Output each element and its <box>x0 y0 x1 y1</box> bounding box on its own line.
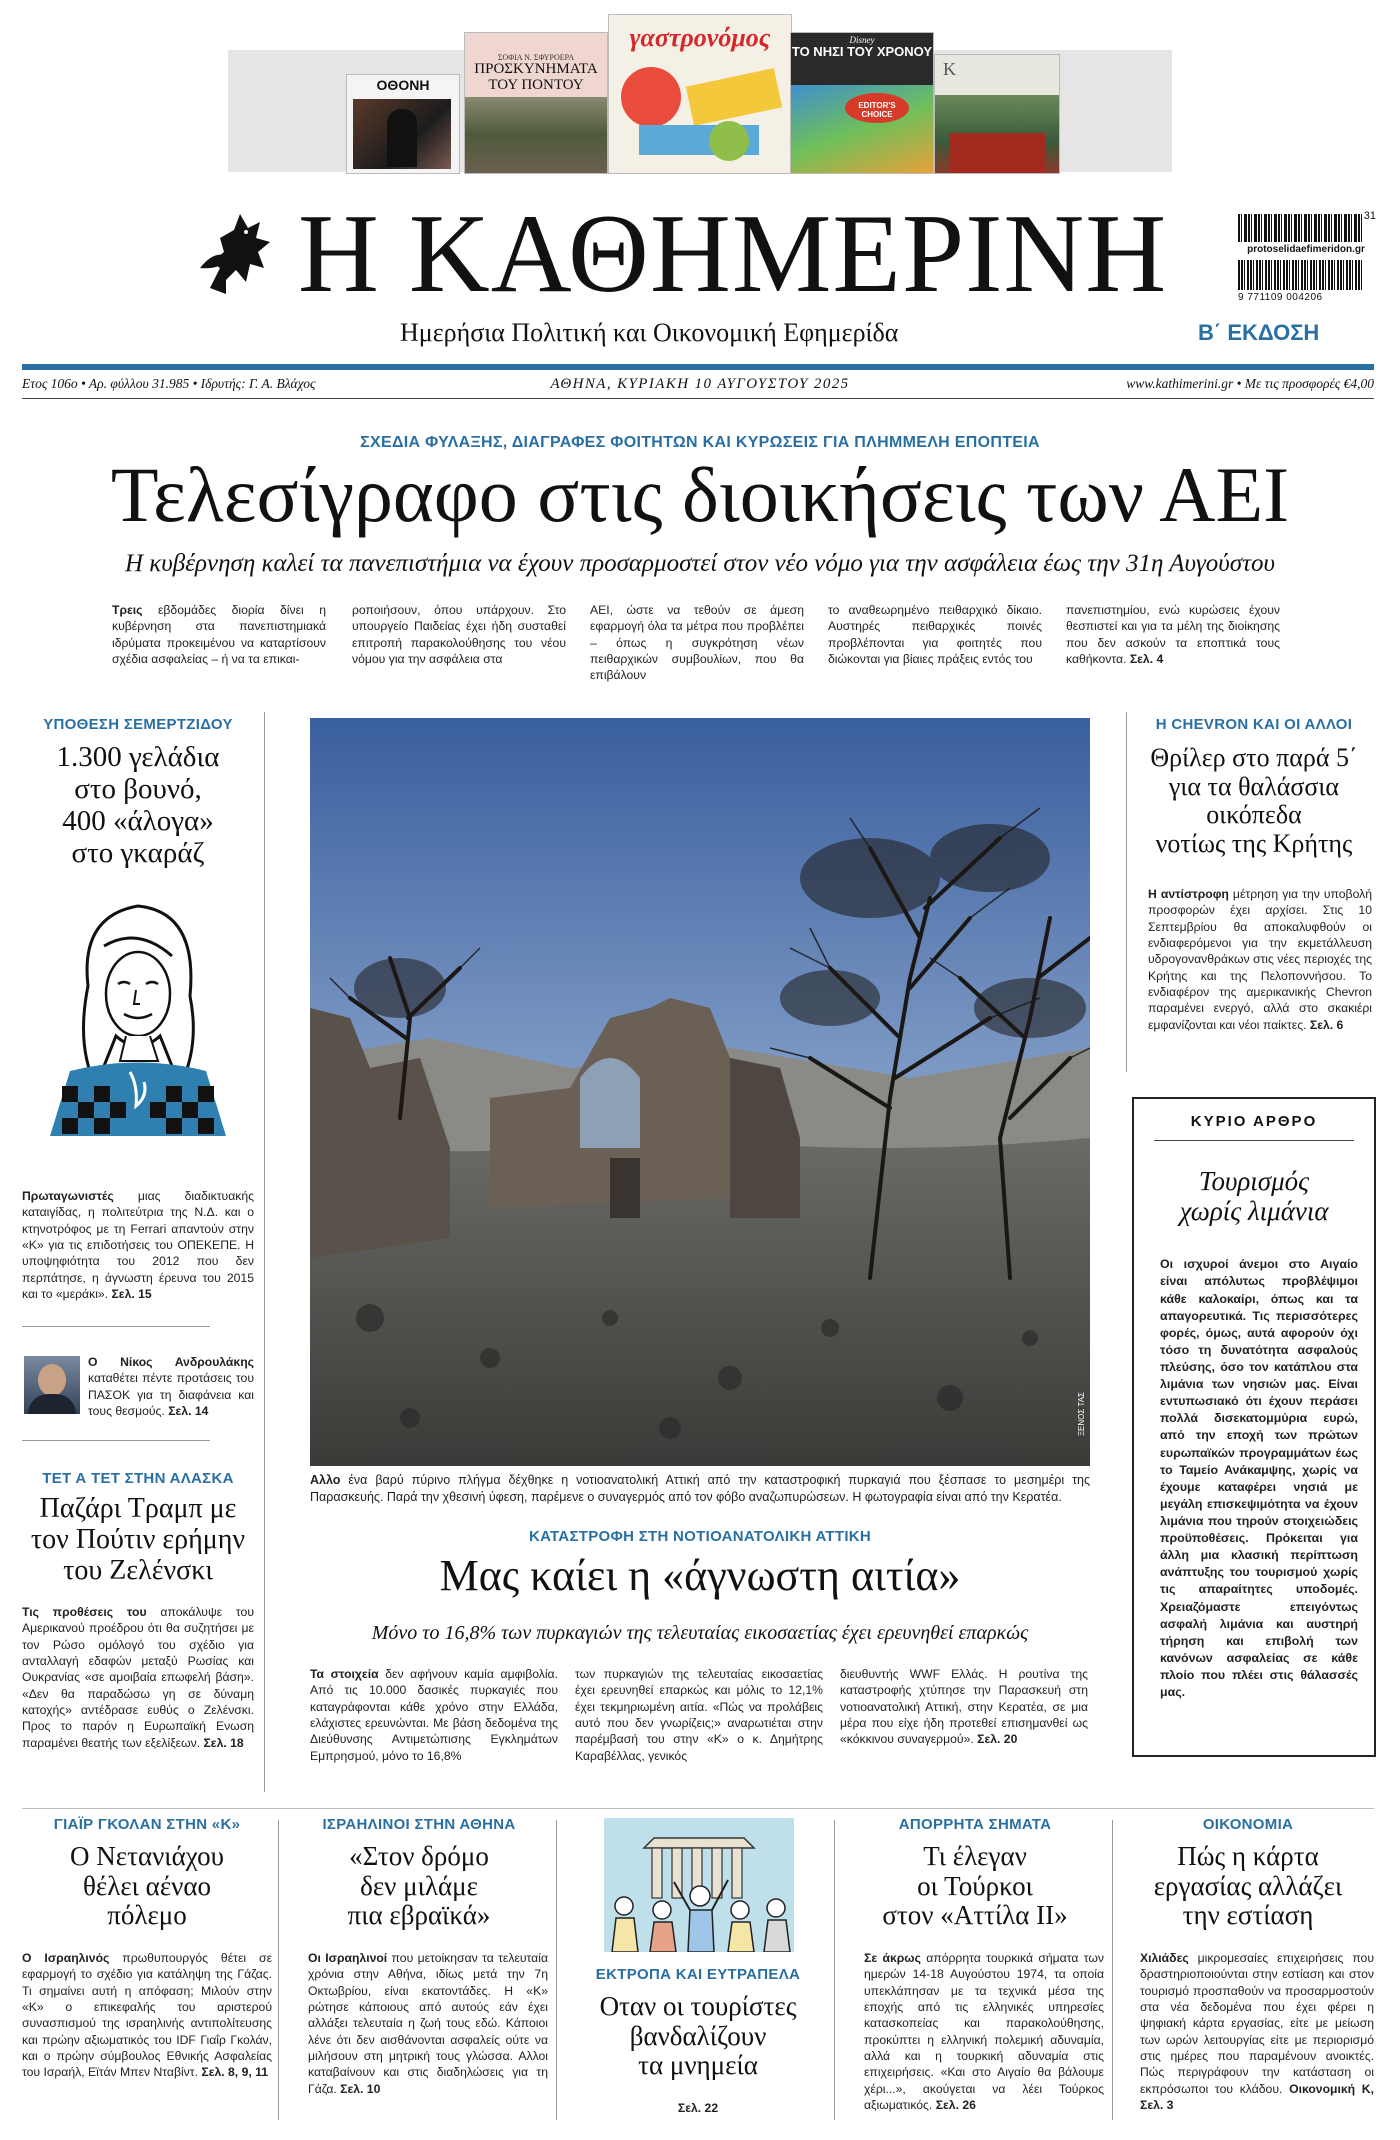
lead-lead-in: Τρεις <box>112 603 143 617</box>
bottom3-page-ref[interactable]: Σελ. 22 <box>677 2101 719 2115</box>
androulakis-photo <box>24 1356 80 1414</box>
bottom2-kicker: ΙΣΡΑΗΛΙΝΟΙ ΣΤΗΝ ΑΘΗΝΑ <box>322 1816 516 1833</box>
masthead-rule <box>22 364 1374 370</box>
feature-headline[interactable]: Μας καίει η «άγνωστη αιτία» <box>439 1551 961 1600</box>
bottom5-page-ref[interactable]: Σελ. 3 <box>1140 2098 1174 2113</box>
left2-body: Ο Νίκος Ανδρουλάκης καταθέτει πέντε προτάσεις του ΠΑΣΟΚ για τη διαφάνεια και τους θεσμούς. Σελ. 14 <box>88 1355 254 1419</box>
bottom4-headline[interactable]: Τι έλεγαν οι Τούρκοι στον «Αττίλα ΙΙ» <box>882 1841 1068 1931</box>
left3-headline[interactable]: Παζάρι Τραμπ με τον Πούτιν ερήμην του Ζελένσκι <box>30 1493 246 1586</box>
dateline-left: Ετος 106ο • Αρ. φύλλου 31.985 • Ιδρυτής: Γ. Α. Βλάχος <box>22 376 316 391</box>
left1-headline[interactable]: 1.300 γελάδια στο βουνό, 400 «άλογα» στο γκαράζ <box>56 741 220 869</box>
left2-page-ref[interactable]: Σελ. 14 <box>168 1404 209 1419</box>
promo-cover-title: γαστρονόμος <box>629 23 771 52</box>
left3-kicker: ΤΕΤ Α ΤΕΤ ΣΤΗΝ ΑΛΑΣΚΑ <box>42 1470 234 1487</box>
editorial-box <box>1132 1097 1376 1757</box>
feature-body-col-1: Τα στοιχεία δεν αφήνουν καμία αμφιβολία. Από τις 10.000 δασικές πυρκαγιές που καταγράφονται κάθε χρόνο στην Ελλάδα, ελάχιστες ερευνώνται. Με βάση δεδομένα της Διεύθυνσης Αντιμετώπισης Εγκλημάτων Εμπρησμού, μόνο το 16,8% <box>310 1667 558 1763</box>
bottom2-headline[interactable]: «Στον δρόμο δεν μιλάμε πια εβραϊκά» <box>347 1841 491 1931</box>
lead-body-col-3: ΑΕΙ, ώστε να τεθούν σε άμεση εφαρμογή όλα τα μέτρα που προβλέπει – όπως η συγκρότηση νέων πειθαρχικών συμβουλίων, που θα επιβάλουν <box>590 603 804 683</box>
wildfire-photo <box>310 718 1090 1466</box>
masthead-title[interactable]: Η ΚΑΘΗΜΕΡΙΝΗ <box>298 192 1168 316</box>
feature-subheadline: Μόνο το 16,8% των πυρκαγιών της τελευταίας εικοσαετίας έχει ερευνηθεί επαρκώς <box>371 1622 1029 1644</box>
feature-body-col-2: των πυρκαγιών της τελευταίας εικοσαετίας έχει ερευνηθεί επαρκώς και μόλις το 12,1% έχει τεκμηριωμένη αιτία. «Πώς να προλάβεις αυτό που δεν γνωρίζεις;» αναρωτιέται στην παρέμβασή του στην «Κ» ο κ. Δημήτρης Καραβέλλας, γενικός <box>575 1667 823 1763</box>
lead-body-col-1: Τρεις εβδομάδες διορία δίνει η κυβέρνηση στα πανεπιστημιακά ιδρύματα προκειμένου να καταρτίσουν σχέδια ασφαλείας – ή να τα επικαι- <box>112 603 326 667</box>
bottom5-author: Οικονομική Κ, <box>1289 2081 1374 2096</box>
promo-cover-brand: Disney <box>849 35 875 45</box>
right1-body: Η αντίστροφη μέτρηση για την υποβολή προσφορών έχει αρχίσει. Στις 10 Σεπτεμβρίου θα αποκαλυφθούν οι ενδιαφερόμενοι για την εκμετάλλευση υδρογονανθράκων στις νέες περιοχές της Κρήτης και της Πελοποννήσου. Το ενδιαφέρον της αμερικανικής Chevron παραμένει ενεργό, αλλά στο σκακιέρι εμφανίζονται και νέοι παίκτες. Σελ. 6 <box>1148 887 1372 1032</box>
bottom3-kicker: ΕΚΤΡΟΠΑ ΚΑΙ ΕΥΤΡΑΠΕΛΑ <box>595 1966 801 1983</box>
promo-cover-author: ΣΟΦΙΑ Ν. ΣΦΥΡΟΕΡΑ <box>497 53 575 62</box>
promo-strip <box>228 23 1172 172</box>
barcode-number: 9 771109 004206 <box>1238 292 1323 303</box>
bottom5-body: Χιλιάδες μικρομεσαίες επιχειρήσεις που δραστηριοποιούνται στην εστίαση και στον τουρισμό προσπαθούν να προσαρμοστούν στα νέα δεδομένα που έχει φέρει η ψηφιακή κάρτα εργασίας, είτε με μείωση των ωρών λειτουργίας είτε με περιορισμό στις ημέρες που παραμένουν ανοικτές. Πώς περιγράφουν την κατάσταση οι εκπρόσωποι του κλάδου. Οικονομική Κ, Σελ. 3 <box>1140 1951 1374 2113</box>
editorial-body: Οι ισχυροί άνεμοι στο Αιγαίο είναι απόλυτως προβλέψιμοι κάθε καλοκαίρι, όπως και τα απαγορευτικά. Τις περισσότερες φορές, όμως, αυτά αφορούν όχι τόσο τη δυνατότητα ασφαλούς πλεύσης, όσο τον κατάπλου στα λιμάνια των νησιών μας. Είναι εντυπωσιακό ότι έχουν περάσει πολλά δισεκατομμύρια ευρώ, από την εποχή των πρώτων ευρωπαϊκών προγραμμάτων έως το Ταμείο Ανάκαμψης, χωρίς να έχουμε καταφέρει νησιά με μεγάλη επισκεψιμότητα να έχουν λιμάνια που τηρούν στοιχειώδεις προϋποθέσεις. Πρόκειται για άλλη μια κλασική περίπτωση ανάπτυξης του τουρισμού χωρίς τις απαραίτητες υποδομές. Χρειαζόμαστε επειγόντως ασφαλή λιμάνια και αυστηρή τήρηση και επιβολή των κανόνων ασφαλείας σε κάθε πλοίο που πλέει στις θάλασσές μας. <box>1160 1257 1358 1700</box>
edition-label: Β΄ ΕΚΔΟΣΗ <box>1198 320 1320 345</box>
editorial-kicker: ΚΥΡΙΟ ΑΡΘΡΟ <box>1190 1113 1318 1130</box>
promo-cover-othoni[interactable] <box>346 74 460 174</box>
bottom1-body: Ο Ισραηλινός πρωθυπουργός θέτει σε εφαρμογή το σχέδιο για κατάληψη της Γάζας. Τι σημαίνει αυτή η απόφαση; Μιλούν στην «Κ» ο επικεφαλής του αριστερού συνασπισμού της ισραηλινής αντιπολίτευσης και πρώην αξιωματικός του IDF Γιαΐρ Γκολάν, και ο πρώην σύμβουλος Εθνικής Ασφαλείας του Ισραήλ, Εϊτάν Μπεν Νταβίντ. Σελ. 8, 9, 11 <box>22 1951 272 2080</box>
dateline-center: ΑΘΗΝΑ, ΚΥΡΙΑΚΗ 10 ΑΥΓΟΥΣΤΟΥ 2025 <box>550 376 850 392</box>
promo-cover-comic[interactable] <box>790 32 934 174</box>
photo-caption: Αλλο ένα βαρύ πύρινο πλήγμα δέχθηκε η νοτιοανατολική Αττική από την καταστροφική πυρκαγιά που ξέσπασε το μεσημέρι της Παρασκευής. Παρά την χθεσινή ύφεση, παρέμενε ο συναγερμός από τον φόβο αναζωπυρώσεων. Η φωτογραφία είναι από την Κερατέα. <box>310 1473 1090 1504</box>
bottom4-body: Σε άκρως απόρρητα τουρκικά σήματα των ημερών 14-18 Αυγούστου 1974, τα οποία υπεκλάπησαν με τα τεχνικά μέσα της εποχής από τις ελληνικές υπηρεσίες κατασκοπείας και παρακολούθησης, προκύπτει η ελληνική πολεμική αδυναμία, αλλά και η τουρκική αδυναμία στις επιχειρήσεις. «Και στο Αιγαίο θα βάλουμε χέρι...», ακούγεται να λέει Τούρκος αξιωματικός. Σελ. 26 <box>864 1951 1104 2113</box>
dateline-rule <box>22 398 1374 399</box>
bottom5-kicker: ΟΙΚΟΝΟΜΙΑ <box>1202 1816 1294 1833</box>
feature-body-col-3: διευθυντής WWF Ελλάς. Η ρουτίνα της καταστροφής χτύπησε την Παρασκευή στη νοτιοανατολική Αττική, στην Κερατέα, σε μια μέρα που είχε ήδη προτεθεί επισημανθεί ως «κόκκινου συναγερμού». Σελ. 20 <box>840 1667 1088 1747</box>
lead-body-col-4: το αναθεωρημένο πειθαρχικό δίκαιο. Αυστηρές πειθαρχικές ποινές προβλέπονται για φοιτητές που διώκονται για βίαιες πράξεις εντός του <box>828 603 1042 667</box>
barcode <box>1238 210 1376 306</box>
promo-cover-title: ΤΟ ΝΗΣΙ ΤΟΥ ΧΡΟΝΟΥ <box>791 44 933 59</box>
left1-page-ref[interactable]: Σελ. 15 <box>111 1287 152 1302</box>
left3-body: Τις προθέσεις του αποκάλυψε του Αμερικανού προέδρου ότι θα συζητήσει με τον Ρώσο ομόλογό του σχέδιο για ανταλλαγή εδαφών μεταξύ Ρωσίας και Ουκρανίας «σε αμοιβαία επωφελή βάση». «Δεν θα παραδώσω γη σε δύναμη κατοχής» αντέδρασε ευθύς ο Ζελένσκι. Προς το παρόν η Ευρωπαϊκή Ενωση παραμένει θεατής των εξελίξεων. Σελ. 18 <box>22 1605 255 1750</box>
left1-kicker: ΥΠΟΘΕΣΗ ΣΕΜΕΡΤΖΙΔΟΥ <box>43 716 233 733</box>
bottom5-headline[interactable]: Πώς η κάρτα εργασίας αλλάζει την εστίαση <box>1153 1841 1343 1931</box>
tourists-illustration <box>604 1818 794 1952</box>
masthead-subtitle: Ημερήσια Πολιτική και Οικονομική Εφημερίδα <box>400 318 899 347</box>
feature-page-ref[interactable]: Σελ. 20 <box>977 1732 1018 1747</box>
right1-page-ref[interactable]: Σελ. 6 <box>1309 1017 1344 1032</box>
bottom4-kicker: ΑΠΟΡΡΗΤΑ ΣΗΜΑΤΑ <box>898 1816 1052 1833</box>
promo-cover-badge: EDITOR'S CHOICE <box>845 93 909 123</box>
bottom1-page-ref[interactable]: Σελ. 8, 9, 11 <box>201 2065 269 2080</box>
lead-page-ref[interactable]: Σελ. 4 <box>1129 652 1164 667</box>
bottom1-headline[interactable]: Ο Νετανιάχου θέλει αέναο πόλεμο <box>70 1841 224 1931</box>
dateline-right[interactable]: www.kathimerini.gr • Με τις προσφορές €4,00 <box>1126 376 1374 391</box>
lead-subheadline: Η κυβέρνηση καλεί τα πανεπιστήμια να έχουν προσαρμοστεί στον νέο νόμο για την ασφάλεια έως την 31η Αυγούστου <box>124 550 1276 577</box>
left1-body: Πρωταγωνιστές μιας διαδικτυακής καταιγίδας, η πολιτεύτρια της Ν.Δ. και ο κτηνοτρόφος με τη Ferrari απαντούν στην «Κ» για τις επιδοτήσεις του ΟΠΕΚΕΠΕ. Η υποψηφιότητα του 2012 που δεν περπάτησε, η άγνωστη έρευνα του 2015 και το «μεράκι». Σελ. 15 <box>22 1189 254 1302</box>
right1-headline[interactable]: Θρίλερ στο παρά 5΄ για τα θαλάσσια οικόπεδα νοτίως της Κρήτης <box>1150 743 1358 858</box>
lead-kicker: ΣΧΕΔΙΑ ΦΥΛΑΞΗΣ, ΔΙΑΓΡΑΦΕΣ ΦΟΙΤΗΤΩΝ ΚΑΙ ΚΥΡΩΣΕΙΣ ΓΙΑ ΠΛΗΜΜΕΛΗ ΕΠΟΠΤΕΙΑ <box>360 434 1040 451</box>
barcode-issue: 31 <box>1363 210 1376 222</box>
promo-cover-title: ΠΡΟΣΚΥΝΗΜΑΤΑ ΤΟΥ ΠΟΝΤΟΥ <box>474 61 598 93</box>
bottom3-headline[interactable]: Οταν οι τουρίστες βανδαλίζουν τα μνημεία <box>599 1991 797 2081</box>
bottom4-page-ref[interactable]: Σελ. 26 <box>935 2098 976 2113</box>
lead-body-col-5: πανεπιστημίου, ενώ κυρώσεις έχουν θεσπιστεί και για τα μέλη της διοίκησης που δεν ασκούν τα εποπτικά τους καθήκοντα. Σελ. 4 <box>1066 603 1280 667</box>
promo-cover-k[interactable] <box>934 54 1060 174</box>
editorial-headline[interactable]: Τουρισμός χωρίς λιμάνια <box>1179 1166 1329 1226</box>
left3-page-ref[interactable]: Σελ. 18 <box>203 1735 244 1750</box>
right1-kicker: Η CHEVRON ΚΑΙ ΟΙ ΑΛΛΟΙ <box>1155 716 1353 733</box>
griffin-logo-icon <box>190 208 280 300</box>
lead-headline[interactable]: Τελεσίγραφο στις διοικήσεις των ΑΕΙ <box>110 451 1290 538</box>
promo-cover-title: ΟΘΟΝΗ <box>376 77 430 93</box>
feature-kicker: ΚΑΤΑΣΤΡΟΦΗ ΣΤΗ ΝΟΤΙΟΑΝΑΤΟΛΙΚΗ ΑΤΤΙΚΗ <box>528 1528 872 1545</box>
portrait-illustration <box>40 886 236 1136</box>
bottom2-body: Οι Ισραηλινοί που μετοίκησαν τα τελευταία χρόνια στην Αθήνα, ιδίως μετά την 7η Οκτωβρίου, είναι εκατοντάδες. Η «Κ» ρώτησε κάποιους από αυτούς εάν έχει αλλάξει τελευταία η ζωή τους εδώ. Κάποιοι λένε ότι δεν αισθάνονται ασφαλείς ούτε να μιλήσουν στη μητρική τους γλώσσα. Αλλοι καταβαίνουν και στις διαδηλώσεις για τη Γάζα. Σελ. 10 <box>308 1951 548 2096</box>
promo-cover-book[interactable] <box>464 32 608 174</box>
lead-body-col-2: ροποιήσουν, όπου υπάρχουν. Στο υπουργείο Παιδείας έχει ήδη συσταθεί επιτροπή παρακολούθησης του νέου νόμου για την ασφάλεια στα <box>352 603 566 667</box>
bottom1-kicker: ΓΙΑΪΡ ΓΚΟΛΑΝ ΣΤΗΝ «Κ» <box>53 1816 241 1833</box>
photo-credit: ΞΕΝΟΣ ΤΑΣ <box>1077 1391 1086 1436</box>
bottom2-page-ref[interactable]: Σελ. 10 <box>340 2081 381 2096</box>
promo-cover-gastronomos[interactable] <box>608 14 792 174</box>
promo-cover-letter: K <box>943 59 956 79</box>
barcode-site: protoselidaefimeridon.gr <box>1238 244 1374 255</box>
